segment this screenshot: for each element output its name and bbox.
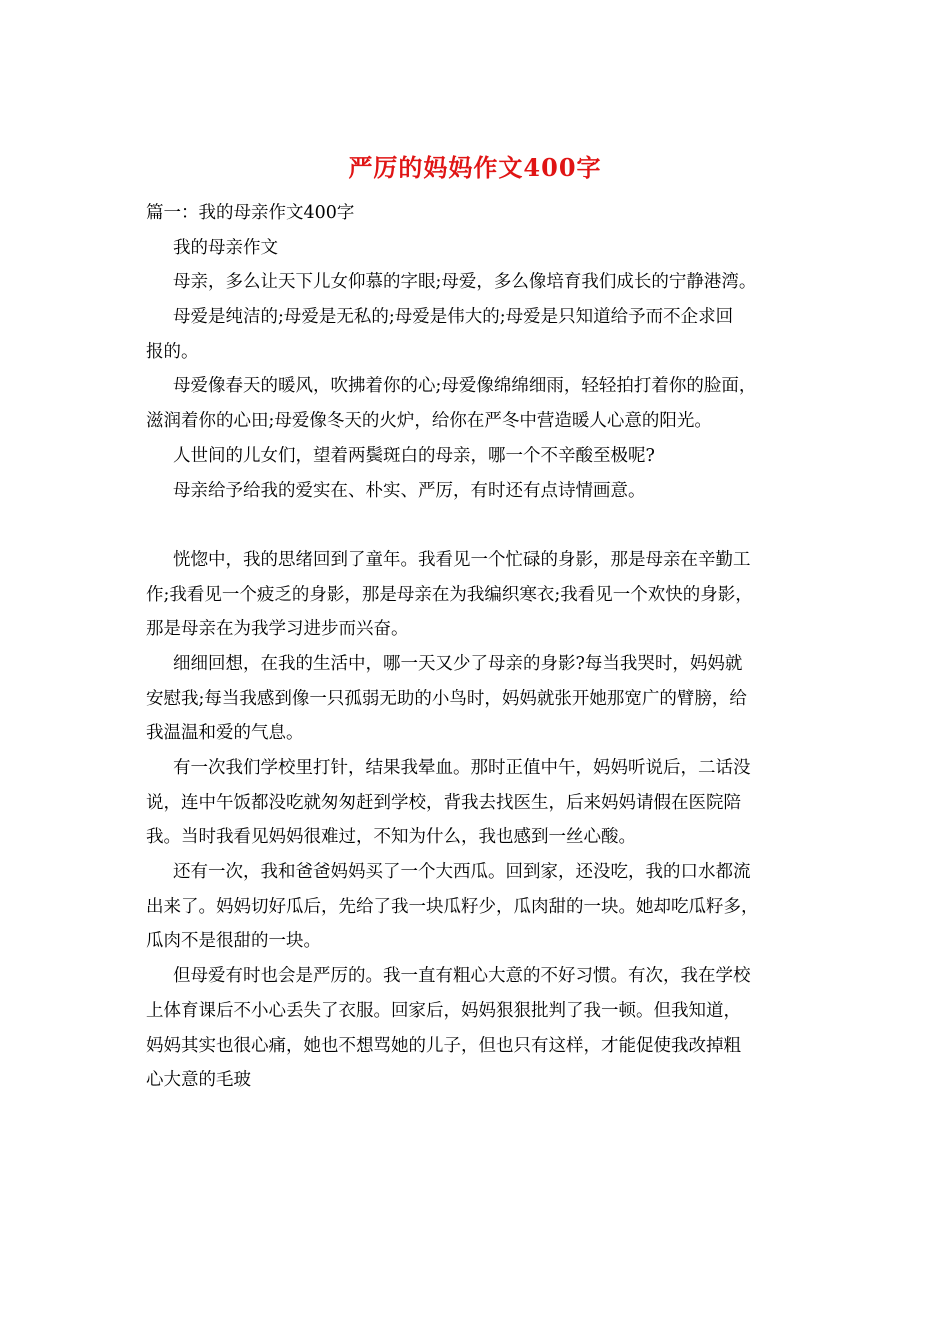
paragraph-line: 我温温和爱的气息。 <box>146 723 304 744</box>
paragraph-line: 上体育课后不小心丢失了衣服。回家后，妈妈狠狠批判了我一顿。但我知道， <box>146 1000 741 1021</box>
document-title: 严厉的妈妈作文400字 <box>348 153 602 182</box>
paragraph-line: 还有一次，我和爸爸妈妈买了一个大西瓜。回到家，还没吃，我的口水都流 <box>173 862 751 883</box>
paragraph-line: 妈妈其实也很心痛，她也不想骂她的儿子，但也只有这样，才能促使我改掉粗 <box>146 1035 741 1056</box>
paragraph-line: 安慰我;每当我感到像一只孤弱无助的小鸟时，妈妈就张开她那宽广的臂膀，给 <box>146 688 747 709</box>
paragraph-line: 说，连中午饭都没吃就匆匆赶到学校，背我去找医生，后来妈妈请假在医院陪 <box>146 792 741 813</box>
document-body <box>146 196 814 1098</box>
paragraph-line: 恍惚中，我的思绪回到了童年。我看见一个忙碌的身影，那是母亲在辛勤工 <box>173 549 751 570</box>
section-heading: 篇一：我的母亲作文400字 <box>146 203 355 223</box>
paragraph-line: 母爱是纯洁的;母爱是无私的;母爱是伟大的;母爱是只知道给予而不企求回 <box>173 307 734 328</box>
subheading: 我的母亲作文 <box>173 237 278 258</box>
paragraph-line: 人世间的儿女们，望着两鬓斑白的母亲，哪一个不辛酸至极呢? <box>173 445 655 466</box>
paragraph-line: 有一次我们学校里打针，结果我晕血。那时正值中午，妈妈听说后，二话没 <box>173 758 751 778</box>
paragraph-line: 那是母亲在为我学习进步而兴奋。 <box>146 619 409 640</box>
paragraph-line: 作;我看见一个疲乏的身影，那是母亲在为我编织寒衣;我看见一个欢快的身影， <box>146 584 753 605</box>
paragraph-line: 瓜肉不是很甜的一块。 <box>146 931 321 952</box>
paragraph-line: 我。当时我看见妈妈很难过，不知为什么，我也感到一丝心酸。 <box>146 827 636 848</box>
paragraph-line: 但母爱有时也会是严厉的。我一直有粗心大意的不好习惯。有次，我在学校 <box>173 966 751 987</box>
paragraph-spacer <box>146 508 814 543</box>
paragraph-line: 细细回想，在我的生活中，哪一天又少了母亲的身影?每当我哭时，妈妈就 <box>173 653 743 674</box>
paragraph-line: 心大意的毛玻 <box>146 1070 251 1091</box>
paragraph-line: 母爱像春天的暖风，吹拂着你的心;母爱像绵绵细雨，轻轻拍打着你的脸面， <box>173 376 757 397</box>
paragraph-line: 报的。 <box>146 341 199 362</box>
paragraph-line: 母亲，多么让天下儿女仰慕的字眼;母爱，多么像培育我们成长的宁静港湾。 <box>173 272 757 293</box>
paragraph-line: 出来了。妈妈切好瓜后，先给了我一块瓜籽少，瓜肉甜的一块。她却吃瓜籽多， <box>146 896 759 917</box>
paragraph-line: 母亲给予给我的爱实在、朴实、严厉，有时还有点诗情画意。 <box>173 480 646 501</box>
paragraph-line: 滋润着你的心田;母爱像冬天的火炉，给你在严冬中营造暖人心意的阳光。 <box>146 411 712 432</box>
